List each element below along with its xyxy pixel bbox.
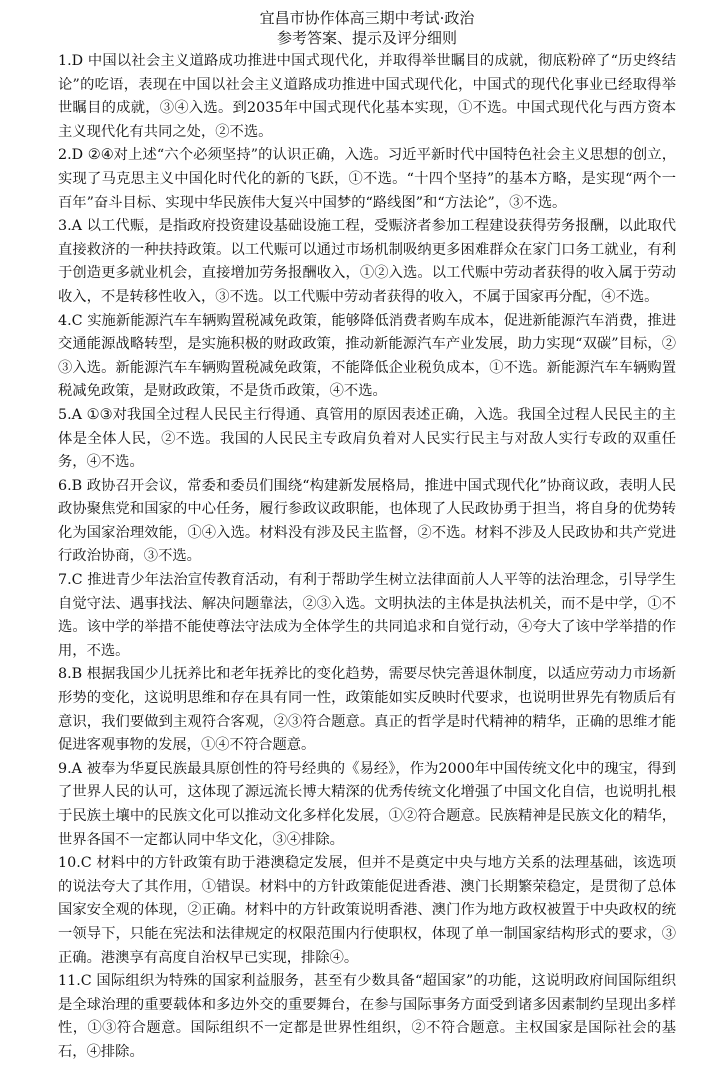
answer-item-8: 8.B 根据我国少儿抚养比和老年抚养比的变化趋势，需要尽快完善退休制度，以适应劳动力市场新形势的变化，这说明思维和存在具有同一性，政策能如实反映时代要求，也说明世界先有物质后有意识，我们要做到主观符合客观，②③符合题意。真正的哲学是时代精神的精华，正确的思维才能促进客观事物的发展，①④不符合题意。 xyxy=(58,666,676,754)
answer-item-5: 5.A ①③对我国全过程人民民主行得通、真管用的原因表述正确，入选。我国全过程人民民主的主体是全体人民，②不选。我国的人民民主专政肩负着对人民实行民主与对敌人实行专政的双重任务，④不选。 xyxy=(58,406,676,471)
answer-item-6: 6.B 政协召开会议，常委和委员们围绕“构建新发展格局，推进中国式现代化”协商议政，表明人民政协聚焦党和国家的中心任务，履行参政议政职能，也体现了人民政协勇于担当，将自身的优势转化为国家治理效能，①④入选。材料没有涉及民主监督，②不选。材料不涉及人民政协和共产党进行政治协商，③不选。 xyxy=(58,477,676,565)
answer-item-11: 11.C 国际组织为特殊的国家利益服务，甚至有少数具备“超国家”的功能，这说明政府间国际组织是全球治理的重要载体和多边外交的重要舞台，在参与国际事务方面受到诸多因素制约呈现出多样性，①③符合题意。国际组织不一定都是世界性组织，②不符合题意。主权国家是国际社会的基石，④排除。 xyxy=(58,973,676,1060)
answer-item-7: 7.C 推进青少年法治宣传教育活动，有利于帮助学生树立法律面前人人平等的法治理念，引导学生自觉守法、遇事找法、解决问题靠法，②③入选。文明执法的主体是执法机关，而不是中学，①不选。该中学的举措不能使尊法守法成为全体学生的共同追求和自觉行动，④夸大了该中学举措的作用，不选。 xyxy=(58,572,676,659)
document-subtitle: 参考答案、提示及评分细则 xyxy=(276,29,457,47)
answer-item-2: 2.D ②④对上述“六个必须坚持”的认识正确，入选。习近平新时代中国特色社会主义思想的创立，实现了马克思主义中国化时代化的新的飞跃，①不选。“十四个坚持”的基本方略，是实现“两个一百年”奋斗目标、实现中华民族伟大复兴中国梦的“路线图”和“方法论”，③不选。 xyxy=(58,147,676,211)
answer-item-3: 3.A 以工代赈，是指政府投资建设基础设施工程，受赈济者参加工程建设获得劳务报酬，以此取代直接救济的一种扶持政策。以工代赈可以通过市场机制吸纳更多困难群众在家门口务工就业，有利于创造更多就业机会，直接增加劳务报酬收入，①②入选。以工代赈中劳动者获得的收入属于劳动收入，不是转移性收入，③不选。以工代赈中劳动者获得的收入，不属于国家再分配，④不选。 xyxy=(58,218,676,305)
answer-item-1: 1.D 中国以社会主义道路成功推进中国式现代化，并取得举世瞩目的成就，彻底粉碎了“历史终结论”的吃语，表现在中国以社会主义道路成功推进中国式现代化，中国式的现代化事业已经取得举世瞩目的成就，③④入选。到2035年中国式现代化基本实现，①不选。中国式现代化与西方资本主义现代化有共同之处，②不选。 xyxy=(58,53,676,140)
answer-item-4: 4.C 实施新能源汽车车辆购置税减免政策，能够降低消费者购车成本，促进新能源汽车消费，推进交通能源战略转型，是实施积极的财政政策，推动新能源汽车产业发展，助力实现“双碳”目标，②③入选。新能源汽车车辆购置税减免政策，不能降低企业税负成本，①不选。新能源汽车车辆购置税减免政策，是财政政策，不是货币政策，④不选。 xyxy=(58,312,676,400)
answer-item-9: 9.A 被奉为华夏民族最具原创性的符号经典的《易经》，作为2000年中国传统文化中的瑰宝，得到了世界人民的认可，这体现了源远流长博大精深的优秀传统文化增强了中国文化自信，也说明扎根于民族土壤中的民族文化可以推动文化多样化发展，①②符合题意。民族精神是民族文化的精华，世界各国不一定都认同中华文化，③④排除。 xyxy=(58,760,676,848)
answer-item-10: 10.C 材料中的方针政策有助于港澳稳定发展，但并不是奠定中央与地方关系的法理基础，该选项的说法夸大了其作用，①错误。材料中的方针政策能促进香港、澳门长期繁荣稳定，是贯彻了总体国家安全观的体现，②正确。材料中的方针政策说明香港、澳门作为地方政权被置于中央政权的统一领导下，只能在宪法和法律规定的权限范围内行使职权，体现了单一制国家结构形式的要求，③正确。港澳享有高度自治权早已实现，排除④。 xyxy=(58,855,676,966)
answer-list xyxy=(58,50,676,1065)
document-title: 宜昌市协作体高三期中考试·政治 xyxy=(259,9,475,27)
